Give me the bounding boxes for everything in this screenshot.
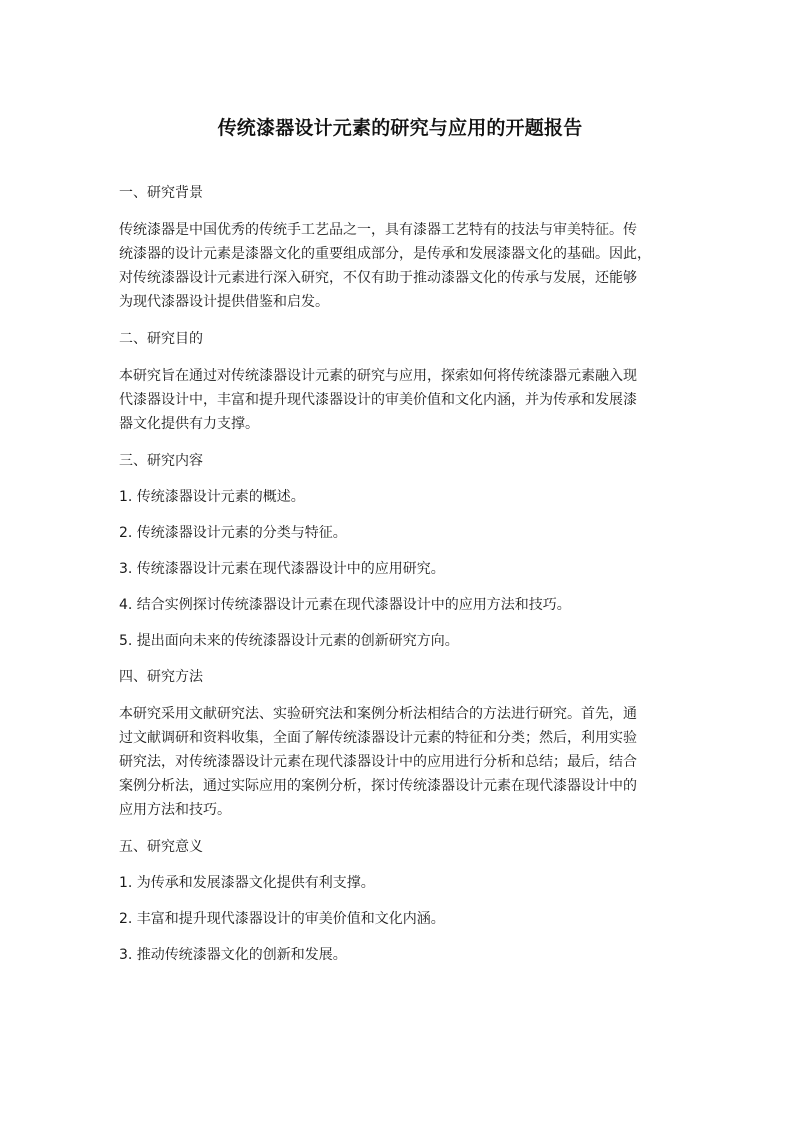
list-item: 5. 提出面向未来的传统漆器设计元素的创新研究方向。: [119, 633, 459, 649]
section-heading-content: 三、研究内容: [119, 453, 203, 469]
paragraph-line: 器文化提供有力支撑。: [119, 416, 259, 432]
paragraph-line: 应用方法和技巧。: [119, 802, 231, 818]
paragraph-line: 研究法，对传统漆器设计元素在现代漆器设计中的应用进行分析和总结；最后，结合: [119, 754, 637, 770]
paragraph-purpose: [119, 364, 685, 436]
paragraph-line: 本研究旨在通过对传统漆器设计元素的研究与应用，探索如何将传统漆器元素融入现: [119, 368, 637, 384]
paragraph-line: 过文献调研和资料收集，全面了解传统漆器设计元素的特征和分类；然后，利用实验: [119, 730, 637, 746]
section-heading-method: 四、研究方法: [119, 669, 203, 685]
paragraph-line: 传统漆器是中国优秀的传统手工艺品之一，具有漆器工艺特有的技法与审美特征。传: [119, 222, 637, 238]
paragraph-line: 代漆器设计中，丰富和提升现代漆器设计的审美价值和文化内涵，并为传承和发展漆: [119, 392, 637, 408]
list-item: 2. 传统漆器设计元素的分类与特征。: [119, 525, 347, 541]
section-heading-background: 一、研究背景: [119, 185, 203, 201]
paragraph-line: 统漆器的设计元素是漆器文化的重要组成部分，是传承和发展漆器文化的基础。因此，: [119, 246, 651, 262]
paragraph-line: 案例分析法，通过实际应用的案例分析，探讨传统漆器设计元素在现代漆器设计中的: [119, 778, 637, 794]
list-item: 4. 结合实例探讨传统漆器设计元素在现代漆器设计中的应用方法和技巧。: [119, 597, 571, 613]
paragraph-line: 对传统漆器设计元素进行深入研究，不仅有助于推动漆器文化的传承与发展，还能够: [119, 270, 637, 286]
paragraph-method: [119, 702, 685, 822]
section-heading-significance: 五、研究意义: [119, 839, 203, 855]
list-item: 1. 传统漆器设计元素的概述。: [119, 489, 305, 505]
document-body: [119, 182, 685, 980]
paragraph-background: [119, 218, 685, 314]
list-item: 2. 丰富和提升现代漆器设计的审美价值和文化内涵。: [119, 911, 445, 927]
document-title: 传统漆器设计元素的研究与应用的开题报告: [217, 117, 583, 139]
list-item: 3. 推动传统漆器文化的创新和发展。: [119, 947, 347, 963]
paragraph-line: 为现代漆器设计提供借鉴和启发。: [119, 294, 329, 310]
paragraph-line: 本研究采用文献研究法、实验研究法和案例分析法相结合的方法进行研究。首先，通: [119, 706, 637, 722]
list-item: 3. 传统漆器设计元素在现代漆器设计中的应用研究。: [119, 561, 445, 577]
section-heading-purpose: 二、研究目的: [119, 331, 203, 347]
list-item: 1. 为传承和发展漆器文化提供有利支撑。: [119, 875, 375, 891]
